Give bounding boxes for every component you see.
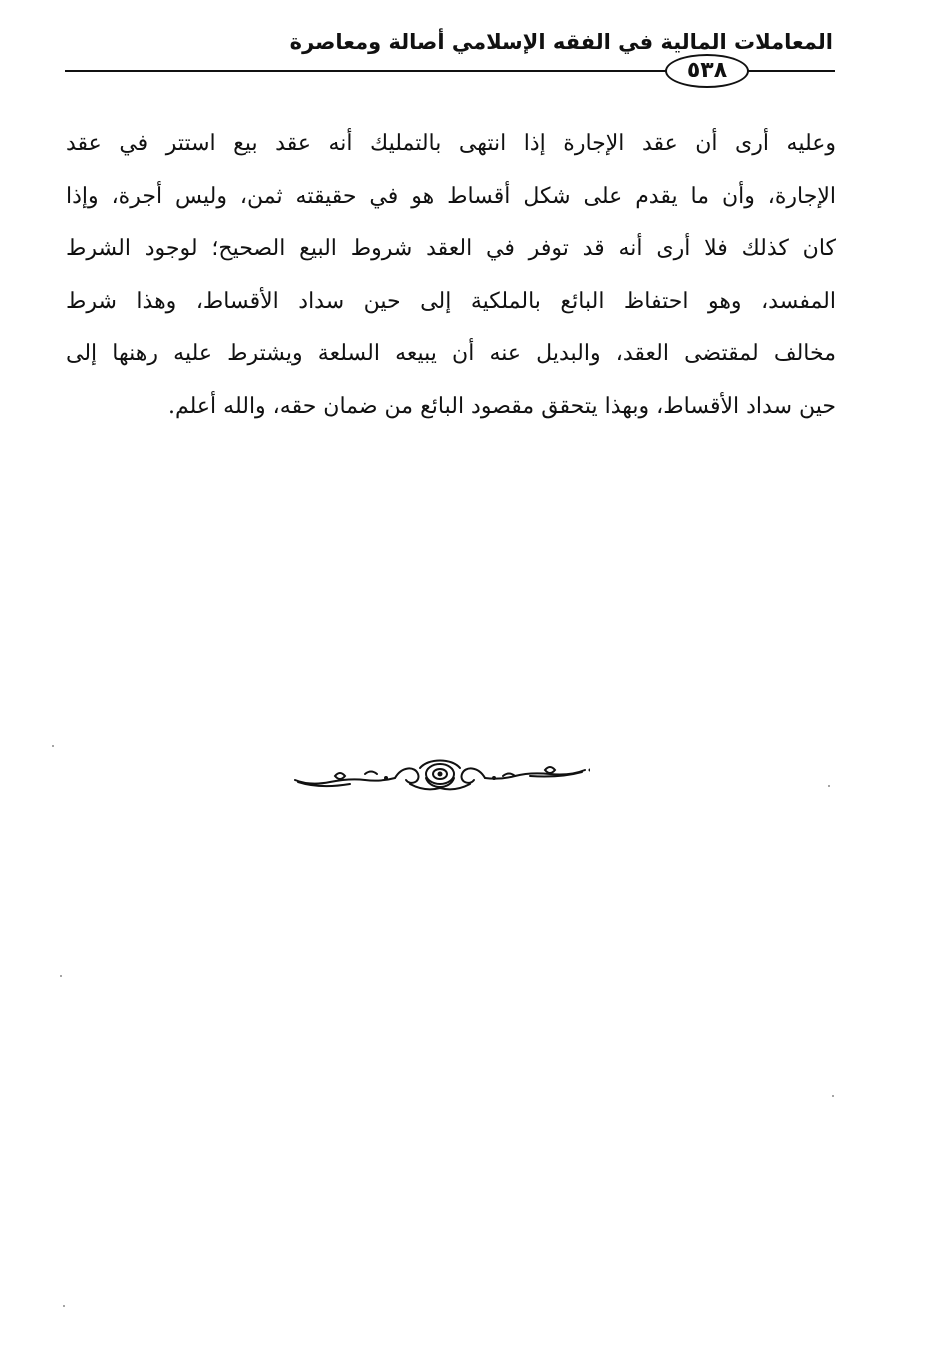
page-number: ٥٣٨: [686, 58, 728, 83]
paragraph-line: وعليه أرى أن عقد الإجارة إذا انتهى بالتمليك أنه عقد بيع استتر في عقد: [66, 131, 836, 156]
body-paragraph: [66, 118, 836, 433]
scan-speck: [52, 745, 54, 747]
scan-speck: [63, 1305, 65, 1307]
paragraph-line: مخالف لمقتضى العقد، والبديل عنه أن يبيعه السلعة ويشترط عليه رهنها إلى: [66, 341, 836, 366]
paragraph-line: حين سداد الأقساط، وبهذا يتحقق مقصود البائع من ضمان حقه، والله أعلم.: [168, 393, 836, 419]
scan-speck: [828, 785, 830, 787]
paragraph-line: كان كذلك فلا أرى أنه قد توفر في العقد شروط البيع الصحيح؛ لوجود الشرط: [66, 236, 836, 261]
running-head-title: المعاملات المالية في الفقه الإسلامي أصالة ومعاصرة: [289, 30, 833, 54]
section-end-ornament-icon: [290, 756, 590, 796]
paragraph-line: المفسد، وهو احتفاظ البائع بالملكية إلى حين سداد الأقساط، وهذا شرط: [66, 288, 836, 314]
paragraph-line: الإجارة، وأن ما يقدم على شكل أقساط هو في حقيقته ثمن، وليس أجرة، وإذا: [66, 183, 836, 209]
page-number-badge: [665, 54, 749, 88]
scan-speck: [60, 975, 62, 977]
scan-speck: [832, 1095, 834, 1097]
